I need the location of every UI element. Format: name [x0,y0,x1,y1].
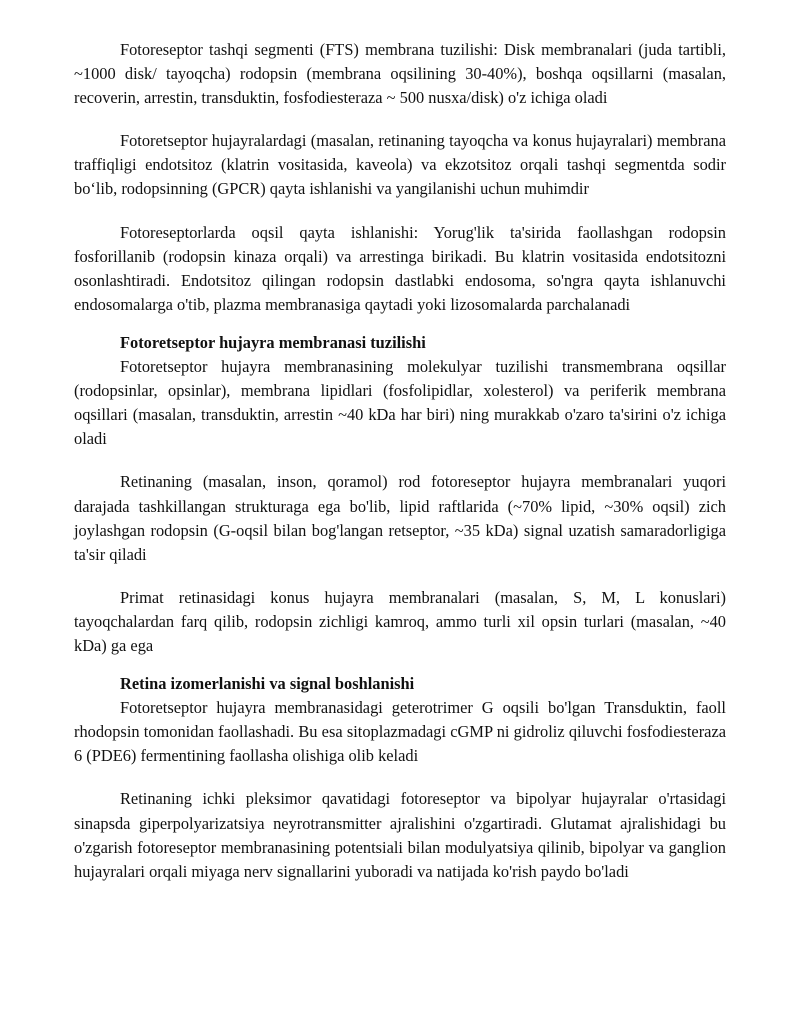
document-page [74,38,726,903]
section-heading-membrane-structure: Fotoretseptor hujayra membranasi tuzilishi [120,332,426,352]
paragraph-protein-recycling: Fotoreseptorlarda oqsil qayta ishlanishi: Yorug'lik ta'sirida faollashgan rodopsin fosforillanib (rodopsin kinaza orqali) va arrestinga birikadi. Bu klatrin vositasida endotsitozni osonlashtiradi. Endotsitoz qilingan rodopsin dastlabki endosoma, so'ngra qayta ishlanuvchi endosomalarga o'tib, plazma membranasiga qaytadi yoki lizosomalarda parchalanadi [74,222,726,314]
paragraph-rod-membranes: Retinaning (masalan, inson, qoramol) rod fotoreseptor hujayra membranalari yuqori darajada tashkillangan strukturaga ega bo'lib, lipid raftlarida (~70% lipid, ~30% oqsil) zich joylashgan rodopsin (G-oqsil bilan bog'langan retseptor, ~35 kDa) signal uzatish samaradorligiga ta'sir qiladi [74,472,726,564]
paragraph-transducin: Fotoretseptor hujayra membranasidagi geterotrimer G oqsili bo'lgan Transduktin, faoll rhodopsin tomonidan faollashadi. Bu esa sitoplazmadagi cGMP ni gidroliz qiluvchi fosfodiesteraza 6 (PDE6) fermentining faollasha olishiga olib keladi [74,698,726,766]
section-heading-isomerization: Retina izomerlanishi va signal boshlanishi [120,674,415,694]
paragraph-outer-segment: Fotoreseptor tashqi segmenti (FTS) membrana tuzilishi: Disk membranalari (juda tartibli, ~1000 disk/ tayoqcha) rodopsin (membrana oqsilining 30-40%), boshqa oqsillarni (masalan, recoverin, arrestin, transduktin, fosfodiesteraza ~ 500 nusxa/disk) o'z ichiga oladi [74,40,726,108]
paragraph-molecular-structure: Fotoretseptor hujayra membranasining molekulyar tuzilishi transmembrana oqsillar (rodopsinlar, opsinlar), membrana lipidlari (fosfolipidlar, xolesterol) va periferik membrana oqsillari (masalan, transduktin, arrestin ~40 kDa har biri) ning murakkab o'zaro ta'sirini o'z ichiga oladi [74,357,726,449]
paragraph-cone-membranes: Primat retinasidagi konus hujayra membranalari (masalan, S, M, L konuslari) tayoqchalardan farq qilib, rodopsin zichligi kamroq, ammo turli xil opsin turlari (masalan, ~40 kDa) ga ega [74,587,726,655]
paragraph-membrane-trafficking: Fotoretseptor hujayralardagi (masalan, retinaning tayoqcha va konus hujayralari) membrana traffiqligi endotsitoz (klatrin vositasida, kaveola) va ekzotsitoz orqali tashqi segmentda sodir bo‘lib, rodopsinning (GPCR) qayta ishlanishi va yangilanishi uchun muhimdir [74,131,726,199]
paragraph-synapse-signal: Retinaning ichki pleksimor qavatidagi fotoreseptor va bipolyar hujayralar o'rtasidagi sinapsda giperpolyarizatsiya neyrotransmitter ajralishini o'zgartiradi. Glutamat ajralishidagi bu o'zgarish fotoreseptor membranasining potentsiali bilan modulyatsiya qilinib, bipolyar va ganglion hujayralari orqali miyaga nerv signallarini yuboradi va natijada ko'rish paydo bo'ladi [74,789,726,881]
